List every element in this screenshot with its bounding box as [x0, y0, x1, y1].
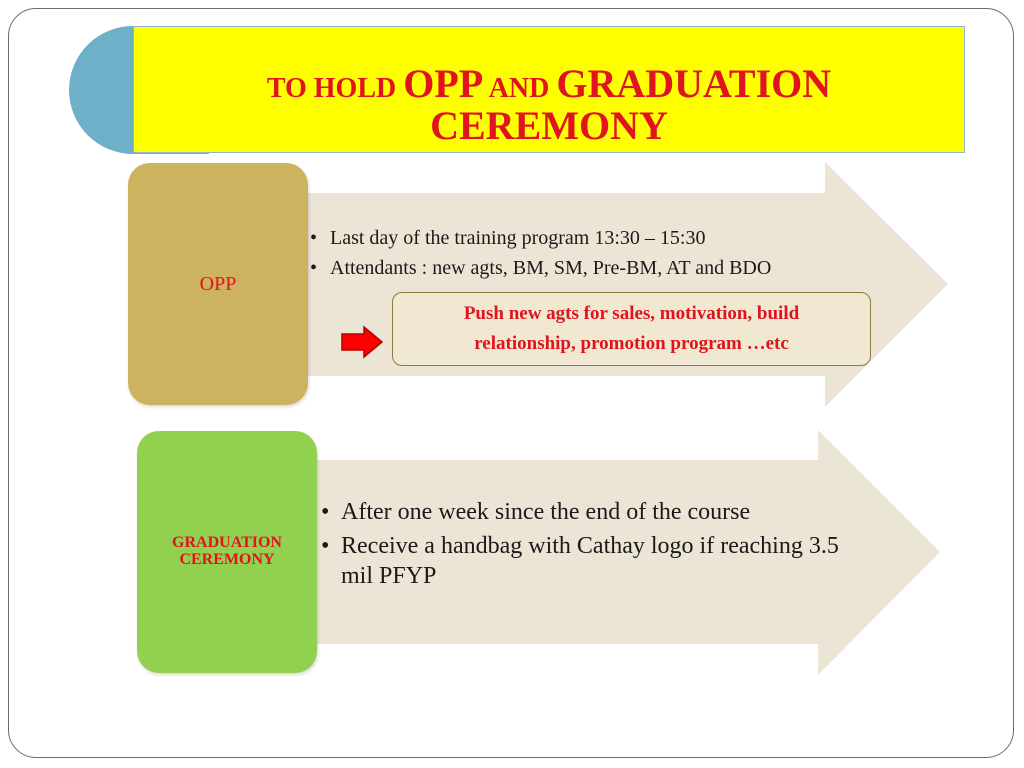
- opp-bullet-list: [310, 226, 850, 286]
- graduation-bullet-item: • After one week since the end of the course: [321, 497, 841, 527]
- title-part-2: OPP: [403, 61, 484, 106]
- opp-label: OPP: [199, 272, 237, 295]
- slide-title: [133, 26, 965, 153]
- push-callout: [392, 292, 871, 366]
- opp-bullet-item: • Attendants : new agts, BM, SM, Pre-BM, AT and BDO: [310, 256, 850, 280]
- opp-label-box: [128, 163, 308, 405]
- opp-bullet-item: • Last day of the training program 13:30 – 15:30: [310, 226, 850, 250]
- red-arrow-icon: [340, 325, 384, 359]
- push-line-1: Push new agts for sales, motivation, build: [463, 303, 800, 324]
- title-part-3: AND: [483, 73, 557, 104]
- graduation-label-line-1: GRADUATION: [172, 534, 282, 552]
- title-part-1: TO HOLD: [266, 73, 404, 104]
- graduation-label-box: [137, 431, 317, 673]
- graduation-bullet-item: • Receive a handbag with Cathay logo if reaching 3.5 mil PFYP: [321, 531, 841, 591]
- graduation-bullet-list: [321, 497, 841, 595]
- title-line-2: CEREMONY: [430, 103, 668, 148]
- title-part-4: GRADUATION: [556, 61, 832, 106]
- graduation-label-line-2: CEREMONY: [179, 551, 275, 568]
- push-line-2: relationship, promotion program …etc: [474, 333, 789, 354]
